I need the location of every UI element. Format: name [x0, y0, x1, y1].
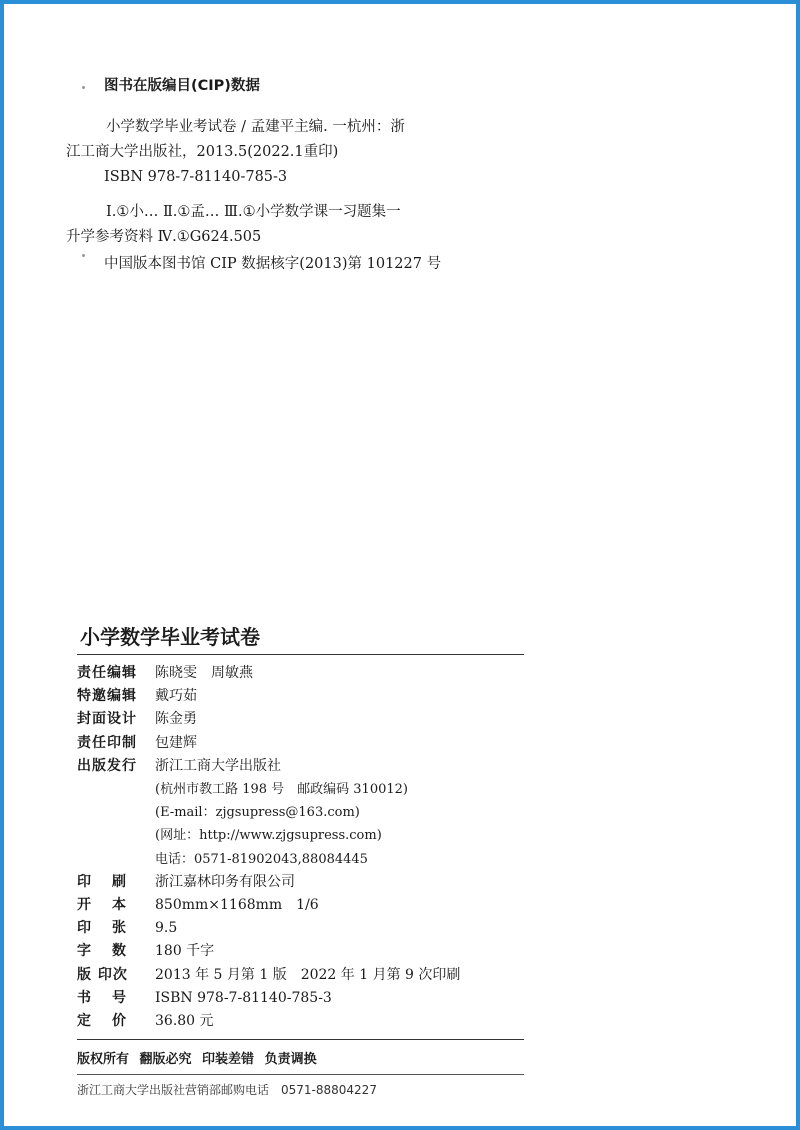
spec-row [77, 987, 524, 1010]
cip-heading: 图书在版编目(CIP)数据 [104, 78, 260, 94]
spec-label-part: 数 [112, 943, 127, 960]
spec-label [77, 940, 127, 963]
spec-row [77, 940, 524, 963]
publisher-email: (E-mail：zjgsupress@163.com) [155, 805, 360, 821]
spec-row [77, 1010, 524, 1033]
row-label: 特邀编辑 [77, 688, 137, 705]
spec-row [77, 917, 524, 940]
cip-line: 升学参考资料 Ⅳ.①G624.505 [66, 229, 262, 245]
publisher-phone: 电话：0571-81902043,88084445 [155, 851, 368, 867]
row-value: 陈金勇 [155, 711, 197, 728]
colophon-row [77, 685, 524, 708]
spec-value: ISBN 978-7-81140-785-3 [155, 989, 332, 1006]
spec-label-part: 号 [112, 989, 127, 1006]
spec-label [77, 987, 127, 1010]
cip-line: Ⅰ.①小… Ⅱ.①孟… Ⅲ.①小学数学课一习题集一 [106, 204, 401, 220]
cip-line: 小学数学毕业考试卷 / 孟建平主编. 一杭州：浙 [106, 119, 405, 135]
row-value: 包建辉 [155, 734, 197, 751]
spec-label-part: 刷 [112, 873, 127, 890]
spec-value: 浙江嘉林印务有限公司 [155, 873, 295, 890]
scan-mark [82, 86, 85, 89]
spec-label-part: 次 [112, 966, 128, 983]
colophon-row [77, 662, 524, 685]
colophon [77, 621, 524, 1098]
spec-label-part: 印 [77, 873, 92, 890]
spec-label-part: 定 [77, 1013, 92, 1030]
publisher-address: (杭州市教工路 198 号 邮政编码 310012) [155, 782, 408, 798]
scan-mark [82, 254, 85, 257]
spec-label [77, 1010, 127, 1033]
colophon-row [77, 708, 524, 731]
spec-row [77, 964, 524, 987]
spec-label-part: 开 [77, 897, 92, 914]
spec-label-part: 印 [77, 920, 92, 937]
divider [77, 1074, 524, 1075]
spec-label [77, 917, 127, 940]
spec-value: 9.5 [155, 920, 178, 937]
spec-value: 850mm×1168mm 1/6 [155, 897, 319, 914]
spec-row [77, 871, 524, 894]
row-label: 封面设计 [77, 711, 137, 728]
spec-label-part: 书 [77, 989, 92, 1006]
spec-label [77, 894, 127, 917]
book-title: 小学数学毕业考试卷 [80, 625, 260, 649]
spec-value: 36.80 元 [155, 1013, 214, 1030]
spec-label-part: 版 印 [77, 966, 113, 983]
cip-line: 中国版本图书馆 CIP 数据核字(2013)第 101227 号 [104, 256, 442, 272]
row-label: 责任编辑 [77, 665, 137, 681]
spec-label-part: 价 [112, 1013, 127, 1030]
mail-order-contact: 浙江工商大学出版社营销部邮购电话 0571-88804227 [77, 1083, 377, 1098]
cip-line: 江工商大学出版社，2013.5(2022.1重印) [66, 144, 339, 160]
spec-value: 2013 年 5 月第 1 版 2022 年 1 月第 9 次印刷 [155, 966, 461, 983]
row-value: 陈晓雯 周敏燕 [155, 665, 253, 681]
cip-line: ISBN 978-7-81140-785-3 [104, 169, 288, 185]
spec-value: 180 千字 [155, 943, 215, 960]
row-value: 戴巧茹 [155, 688, 197, 705]
spec-label-part: 张 [112, 920, 127, 937]
colophon-row [77, 755, 524, 778]
divider [77, 654, 524, 655]
cip-block [66, 74, 664, 277]
colophon-row [77, 732, 524, 755]
spec-label [77, 964, 127, 987]
divider [77, 1039, 524, 1040]
spec-row [77, 894, 524, 917]
spec-label-part: 本 [112, 897, 127, 914]
row-value: 浙江工商大学出版社 [155, 757, 281, 774]
spec-label [77, 871, 127, 894]
row-label: 责任印制 [77, 734, 137, 751]
spec-label-part: 字 [77, 943, 92, 960]
row-label: 出版发行 [77, 757, 137, 774]
publisher-website: (网址：http://www.zjgsupress.com) [155, 828, 382, 844]
rights-notice: 版权所有 翻版必究 印装差错 负责调换 [77, 1052, 317, 1068]
